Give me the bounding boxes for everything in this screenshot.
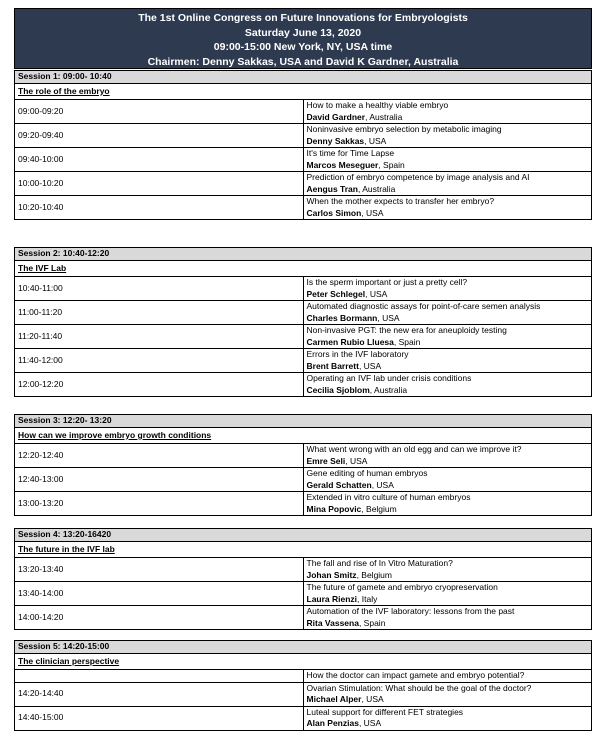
- talk-title: Luteal support for different FET strategies: [306, 706, 464, 717]
- talk-title: Automation of the IVF laboratory: lessons from the past: [306, 606, 515, 616]
- speaker-name: Marcos Meseguer: [306, 159, 379, 170]
- talk-title: Automated diagnostic assays for point-of-care semen analysis: [306, 301, 541, 311]
- talk-row: [15, 558, 592, 582]
- talk-row: [15, 373, 592, 397]
- talk-row: [15, 148, 592, 172]
- speaker-name: Alan Penzias: [306, 718, 359, 728]
- talk-title: The fall and rise of In Vitro Maturation?: [306, 558, 453, 568]
- speaker-country: , Australia: [369, 384, 408, 395]
- talk-row: [15, 172, 592, 196]
- session-topic: The role of the embryo: [15, 84, 592, 100]
- speaker-name: David Gardner: [306, 111, 366, 122]
- talk-time: 09:40-10:00: [15, 148, 304, 172]
- speaker-name: Carlos Simon: [306, 207, 362, 218]
- talk-time: 13:00-13:20: [15, 492, 304, 516]
- talk-time: 14:40-15:00: [15, 706, 304, 730]
- talk-title: When the mother expects to transfer her embryo?: [306, 196, 495, 206]
- talk-title: Ovarian Stimulation: What should be the goal of the doctor?: [306, 682, 532, 693]
- speaker-country: , USA: [377, 312, 400, 323]
- speaker-name: Mina Popovic: [306, 503, 362, 514]
- talk-row: [15, 325, 592, 349]
- speaker-country: , USA: [361, 207, 384, 218]
- talk-title: Errors in the IVF laboratory: [306, 349, 409, 359]
- session-label: Session 2: 10:40-12:20: [15, 248, 592, 261]
- talk-time: 11:00-11:20: [15, 301, 304, 325]
- talk-title: Operating an IVF lab under crisis conditions: [306, 373, 472, 383]
- talk-row: [15, 468, 592, 492]
- speaker-name: Laura Rienzi: [306, 593, 358, 604]
- session-label: Session 3: 12:20- 13:20: [15, 415, 592, 428]
- speaker-country: , Belgium: [361, 503, 397, 514]
- session-4: [14, 528, 592, 630]
- talk-title: Is the sperm important or just a pretty cell?: [306, 277, 468, 287]
- speaker-country: , Belgium: [356, 569, 392, 580]
- talk-time: 11:20-11:40: [15, 325, 304, 349]
- speaker-country: , USA: [371, 479, 394, 490]
- speaker-country: , Spain: [378, 159, 405, 170]
- talk-row: [15, 196, 592, 220]
- talk-row: [15, 706, 592, 730]
- session-label: Session 5: 14:20-15:00: [15, 641, 592, 654]
- speaker-name: Cecilia Sjoblom: [306, 384, 370, 395]
- talk-title: Non-invasive PGT: the new era for aneuploidy testing: [306, 325, 507, 335]
- talk-row: [15, 606, 592, 630]
- talk-title: Extended in vitro culture of human embryos: [306, 492, 471, 502]
- talk-row: [15, 670, 592, 683]
- talk-title: What went wrong with an old egg and can we improve it?: [306, 444, 522, 454]
- talk-row: [15, 100, 592, 124]
- congress-time: 09:00-15:00 New York, NY, USA time: [213, 41, 393, 53]
- speaker-country: , Italy: [357, 593, 378, 604]
- speaker-country: , USA: [361, 694, 384, 704]
- session-topic: The future in the IVF lab: [15, 542, 592, 558]
- session-5: [14, 640, 592, 731]
- speaker-country: , Australia: [365, 111, 403, 122]
- program-header: [14, 8, 592, 69]
- speaker-name: Aengus Tran: [306, 183, 358, 194]
- session-topic: The IVF Lab: [15, 261, 592, 277]
- talk-time: 12:40-13:00: [15, 468, 304, 492]
- speaker-name: Emre Seli: [306, 455, 346, 466]
- speaker-country: , USA: [345, 455, 368, 466]
- congress-title: The 1st Online Congress on Future Innovations for Embryologists: [138, 12, 468, 24]
- talk-time: 09:00-09:20: [15, 100, 304, 124]
- talk-title: How the doctor can impact gamete and embryo potential?: [306, 670, 525, 680]
- speaker-country: , Australia: [357, 183, 396, 194]
- talk-title: It's time for Time Lapse: [306, 148, 395, 158]
- speaker-country: , USA: [358, 360, 382, 371]
- talk-row: [15, 492, 592, 516]
- session-topic: How can we improve embryo growth conditions: [15, 428, 592, 444]
- talk-time: 11:40-12:00: [15, 349, 304, 373]
- speaker-name: Michael Alper: [306, 694, 362, 704]
- talk-title: Noninvasive embryo selection by metabolic imaging: [306, 124, 502, 134]
- speaker-country: , USA: [364, 135, 387, 146]
- talk-time: 10:00-10:20: [15, 172, 304, 196]
- talk-title: How to make a healthy viable embryo: [306, 100, 449, 110]
- talk-time: 14:20-14:40: [15, 682, 304, 706]
- congress-date: Saturday June 13, 2020: [244, 26, 362, 39]
- talk-time: 12:00-12:20: [15, 373, 304, 397]
- talk-time: 13:20-13:40: [15, 558, 304, 582]
- congress-chairmen: Chairmen: Denny Sakkas, USA and David K Gardner, Australia: [147, 55, 459, 68]
- speaker-country: , USA: [358, 718, 382, 728]
- speaker-name: Brent Barrett: [306, 360, 359, 371]
- talk-time: 12:20-12:40: [15, 444, 304, 468]
- speaker-country: , USA: [365, 288, 388, 299]
- talk-time: 13:40-14:00: [15, 582, 304, 606]
- talk-title: The future of gamete and embryo cryopreservation: [306, 582, 498, 592]
- talk-time: 14:00-14:20: [15, 606, 304, 630]
- talk-time: 10:40-11:00: [15, 277, 304, 301]
- speaker-country: , Spain: [393, 336, 421, 347]
- speaker-country: , Spain: [358, 617, 386, 628]
- speaker-name: Johan Smitz: [306, 569, 357, 580]
- speaker-name: Carmen Rubio Lluesa: [306, 336, 394, 347]
- talk-time: 09:20-09:40: [15, 124, 304, 148]
- talk-row: [15, 582, 592, 606]
- speaker-name: Peter Schlegel: [306, 288, 366, 299]
- session-topic: The clinician perspective: [15, 654, 592, 670]
- talk-time: 10:20-10:40: [15, 196, 304, 220]
- talk-time: [15, 670, 304, 683]
- speaker-name: Charles Bormann: [306, 312, 378, 323]
- session-label: Session 4: 13:20-16420: [15, 529, 592, 542]
- speaker-name: Gerald Schatten: [306, 479, 372, 490]
- talk-row: [15, 301, 592, 325]
- session-2: [14, 247, 592, 397]
- talk-title: Gene editing of human embryos: [306, 468, 428, 478]
- session-3: [14, 414, 592, 516]
- session-label: Session 1: 09:00- 10:40: [15, 71, 592, 84]
- talk-row: [15, 682, 592, 706]
- session-1: [14, 70, 592, 220]
- talk-row: [15, 277, 592, 301]
- talk-row: [15, 349, 592, 373]
- speaker-name: Denny Sakkas: [306, 135, 365, 146]
- talk-title: Prediction of embryo competence by image analysis and AI: [306, 172, 530, 182]
- talk-row: [15, 444, 592, 468]
- speaker-name: Rita Vassena: [306, 617, 359, 628]
- talk-row: [15, 124, 592, 148]
